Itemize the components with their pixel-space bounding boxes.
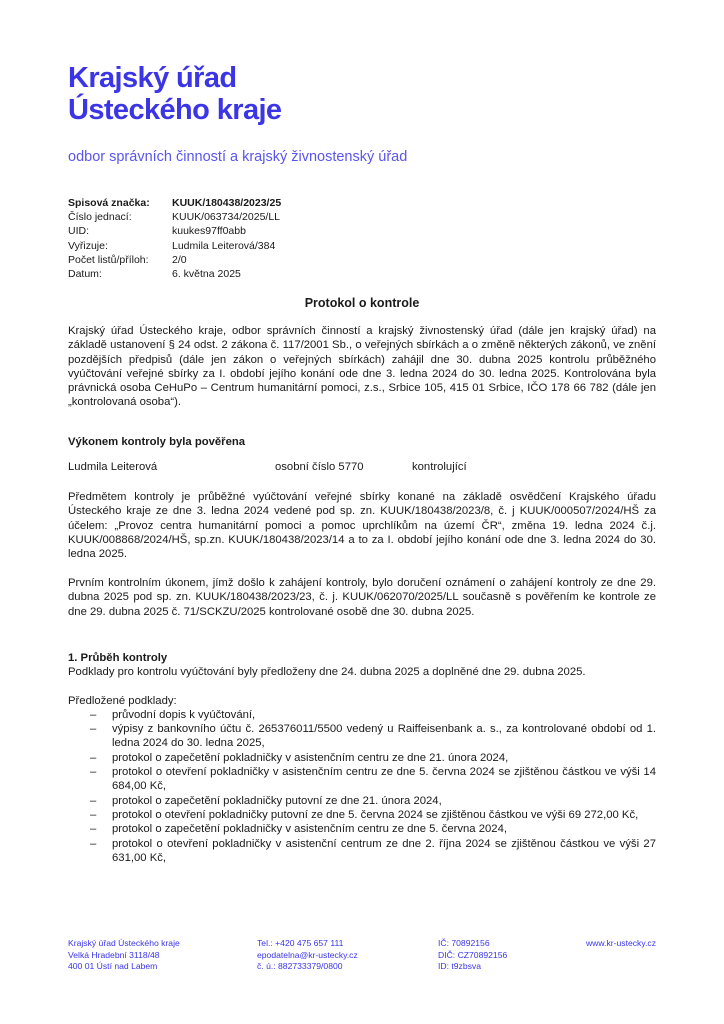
- list-item: – protokol o otevření pokladničky v asistenční centrum ze dne 2. října 2024 se zjištěnou částkou ve výši 27 631,00 Kč,: [68, 837, 656, 866]
- document-title: Protokol o kontrole: [304, 296, 420, 310]
- entrusted-heading: Výkonem kontroly byla pověřena: [68, 436, 246, 448]
- subject-paragraph: Předmětem kontroly je průběžné vyúčtování veřejné sbírky konané na základě osvědčení Krajského úřadu Ústeckého kraje ze dne 3. ledna 2024 vedené pod sp. zn. KUUK/180438/2023/8, č. j KUUK/000507/2024/HŠ za účelem: „Provoz centra humanitární pomoci a pomoc uprchlíkům na území ČR“, změna 19. ledna 2024 č.j. KUUK/008868/2024/HŠ, sp.zn. KUUK/180438/2023/14 a to za I. období jejího konání ode dne 3. ledna 2024 do 30. ledna 2025.: [68, 491, 656, 561]
- inspector-name: Ludmila Leiterová: [68, 461, 158, 473]
- meta-row: Počet listů/příloh: 2/0: [68, 253, 187, 266]
- footer-contact: Tel.: +420 475 657 111 epodatelna@kr-ustecky.cz č. ú.: 882733379/0800: [257, 938, 358, 971]
- documents-list: [68, 708, 656, 865]
- brand-line-1: Krajský úřad: [68, 62, 237, 94]
- document-metadata: [68, 196, 281, 281]
- footer-ids: IČ: 70892156 DIČ: CZ70892156 ID: t9zbsva: [438, 938, 508, 971]
- meta-row: Spisová značka: KUUK/180438/2023/25: [68, 197, 282, 209]
- list-item: – průvodní dopis k vyúčtování,: [68, 708, 656, 722]
- list-item: – protokol o otevření pokladničky putovní ze dne 5. června 2024 se zjištěnou částkou ve výši 69 272,00 Kč,: [68, 808, 656, 822]
- section-1-text: Podklady pro kontrolu vyúčtování byly předloženy dne 24. dubna 2025 a doplněné dne 29. dubna 2025.: [68, 666, 586, 679]
- footer-web-link[interactable]: www.kr-ustecky.cz: [585, 938, 656, 948]
- meta-row: Číslo jednací: KUUK/063734/2025/LL: [68, 211, 280, 224]
- footer-address: Krajský úřad Ústeckého kraje Velká Hradební 3118/48 400 01 Ústí nad Labem: [68, 938, 180, 971]
- section-1-heading: 1. Průběh kontroly: [68, 652, 168, 664]
- email-link[interactable]: epodatelna@kr-ustecky.cz: [257, 949, 358, 960]
- spacer: [68, 680, 656, 694]
- list-item: – protokol o zapečetění pokladničky putovní ze dne 21. února 2024,: [68, 794, 656, 808]
- list-item: – protokol o otevření pokladničky v asistenčním centru ze dne 5. června 2024 se zjištěnou částkou ve výši 14 684,00 Kč,: [68, 765, 656, 794]
- meta-row: Vyřizuje: Ludmila Leiterová/384: [68, 239, 276, 252]
- inspector-role: kontrolující: [412, 461, 467, 473]
- department-name: odbor správních činností a krajský živnostenský úřad: [68, 149, 408, 165]
- section-1: [68, 651, 656, 865]
- brand-line-2: Ústeckého kraje: [68, 94, 282, 126]
- list-item: – protokol o zapečetění pokladničky v asistenčním centru ze dne 5. června 2024,: [68, 822, 656, 836]
- inspector-personal-number: osobní číslo 5770: [275, 461, 364, 473]
- meta-row: UID: kuukes97ff0abb: [68, 225, 246, 238]
- meta-row: Datum: 6. května 2025: [68, 268, 241, 281]
- list-item: – výpisy z bankovního účtu č. 265376011/5500 vedený u Raiffeisenbank a. s., za kontrolované období od 1. ledna 2024 do 30. ledna 2025,: [68, 722, 656, 751]
- documents-list-intro: Předložené podklady:: [68, 694, 177, 707]
- list-item: – protokol o zapečetění pokladničky v asistenčním centru ze dne 21. února 2024,: [68, 751, 656, 765]
- intro-paragraph: Krajský úřad Ústeckého kraje, odbor správních činností a krajský živnostenský úřad (dále jen krajský úřad) na základě ustanovení § 24 odst. 2 zákona č. 117/2001 Sb., o veřejných sbírkách a o změně některých zákonů, ve znění pozdějších předpisů (dále jen zákon o veřejných sbírkách) zahájil dne 30. dubna 2025 kontrolu průběžného vyúčtování veřejné sbírky za I. období jejího konání ode dne 3. ledna 2024 do 30. ledna 2025. Kontrolována byla právnická osoba CeHuPo – Centrum humanitární pomoci, z.s., Srbice 105, 415 01 Srbice, IČO 178 66 782 (dále jen „kontrolovaná osoba“).: [68, 325, 656, 409]
- first-act-paragraph: Prvním kontrolním úkonem, jímž došlo k zahájení kontroly, bylo doručení oznámení o zahájení kontroly ze dne 29. dubna 2025 pod sp. zn. KUUK/180438/2023/23, č. j. KUUK/062070/2025/LL současně s pověřením ke kontrole ze dne 29. dubna 2025 č. 71/SCKZU/2025 kontrolované osobě dne 30. dubna 2025.: [68, 577, 656, 618]
- authority-logo-text: [68, 62, 281, 126]
